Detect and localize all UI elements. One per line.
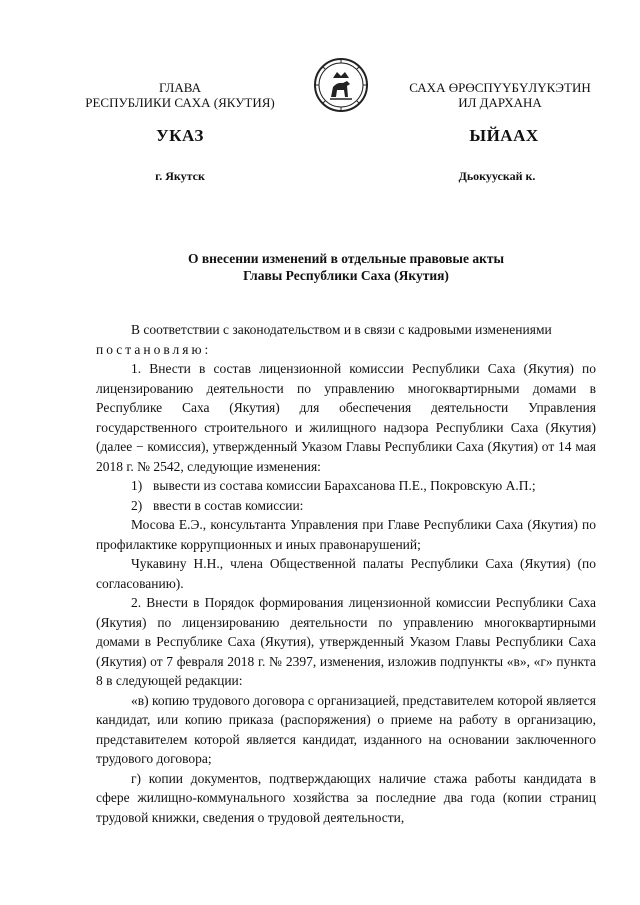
coat-of-arms-sakha-icon bbox=[313, 57, 369, 113]
doc-type-russian: УКАЗ bbox=[156, 126, 204, 145]
title-line1: О внесении изменений в отдельные правовые акты bbox=[187, 251, 505, 266]
city-yakut: Дьокуускай к. bbox=[458, 169, 536, 183]
list-item-text: ввести в состав комиссии: bbox=[153, 497, 304, 513]
header-left-line2: РЕСПУБЛИКИ САХА (ЯКУТИЯ) bbox=[85, 95, 275, 110]
city-russian: г. Якутск bbox=[155, 169, 205, 183]
paragraph-2: 2. Внести в Порядок формирования лицензионной комиссии Республики Саха (Якутия) по лицензированию деятельности по управлению многоквартирными домами в Республике Саха (Якутия), утвержденный Указом Главы Республики Саха (Якутия) от 7 февраля 2018 г. № 2397, изменения, изложив подпункты «в», «г» пункта 8 в следующей редакции: bbox=[96, 595, 596, 688]
document-body bbox=[96, 320, 596, 827]
member-1: Мосова Е.Э., консультанта Управления при Главе Республики Саха (Якутия) по профилактике коррупционных и иных правонарушений; bbox=[96, 517, 596, 552]
list-item-number: 1) bbox=[131, 478, 143, 493]
header-right-line1: САХА ӨРӨСПҮҮБҮЛҮКЭТИН bbox=[409, 80, 591, 95]
list-item-text: вывести из состава комиссии Барахсанова П.Е., Покровскую А.П.; bbox=[153, 478, 536, 493]
paragraph-1: 1. Внести в состав лицензионной комиссии Республики Саха (Якутия) по лицензированию деятельности по управлению многоквартирными домами в Республике Саха (Якутия) для обеспечения деятельности Управления государственного строительного и жилищного надзора Республики Саха (Якутия) (далее − комиссия), утвержденный Указом Главы Республики Саха (Якутия) от 14 мая 2018 г. № 2542, следующие изменения: bbox=[96, 361, 596, 474]
list-item bbox=[96, 496, 596, 516]
header-left-line1: ГЛАВА bbox=[159, 80, 201, 95]
header-right-line2: ИЛ ДАРХАНА bbox=[458, 95, 542, 110]
member-2: Чукавину Н.Н., члена Общественной палаты Республики Саха (Якутия) (по согласованию). bbox=[96, 556, 596, 591]
header-right bbox=[400, 80, 600, 110]
intro-paragraph: В соответствии с законодательством и в связи с кадровыми изменениями bbox=[131, 322, 552, 337]
document-title bbox=[96, 250, 596, 284]
list-item-number: 2) bbox=[131, 497, 143, 513]
subpoint-g: г) копии документов, подтверждающих наличие стажа работы кандидата в сфере жилищно-коммунального хозяйства за последние два года (копии страниц трудовой книжки, сведения о трудовой деятельности, bbox=[96, 770, 596, 825]
decree-word: постановляю: bbox=[96, 341, 212, 357]
title-line2: Главы Республики Саха (Якутия) bbox=[243, 268, 449, 283]
header-left bbox=[80, 80, 280, 110]
list-item bbox=[96, 476, 596, 496]
subpoint-v: «в) копию трудового договора с организацией, представителем которой является кандидат, или копию приказа (распоряжения) о приеме на работу в организацию, представителем которой является кандидат, изданного на основании заключенного трудового договора; bbox=[96, 692, 596, 766]
doc-type-yakut: ЫЙААХ bbox=[469, 126, 539, 145]
